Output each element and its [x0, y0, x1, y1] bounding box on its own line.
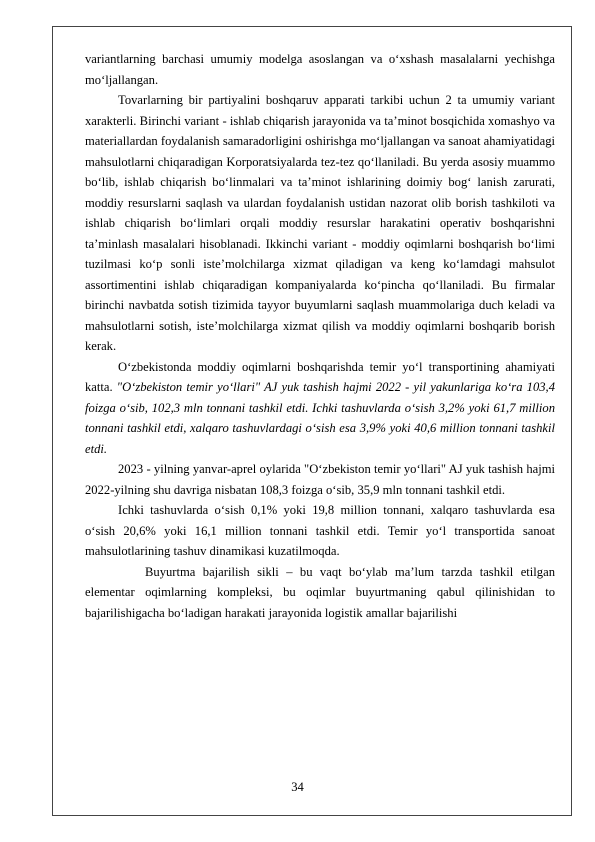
- page-body: [85, 49, 555, 623]
- paragraph-4: 2023 - yilning yanvar-aprel oylarida "O‘zbekiston temir yo‘llari" AJ yuk tashish hajmi 2022-yilning shu davriga nisbatan 108,3 foizga o‘sib, 35,9 mln tonnani tashkil etdi.: [85, 462, 555, 497]
- paragraph-3-text: O‘zbekistonda moddiy oqimlarni boshqarishda temir yo‘l transportining ahamiyati katta.: [85, 359, 555, 394]
- paragraph-2: Tovarlarning bir partiyalini boshqaruv apparati tarkibi uchun 2 ta umumiy variant xarakterli. Birinchi variant - ishlab chiqarish jarayonida va ta’minot bosqichida xomashyo va materiallardan foydalanish samaradorligini oshirishga mo‘ljallangan va sanoat ahamiyatidagi mahsulotlarni chiqaradigan Korporatsiyalarda tez-tez qo‘llaniladi. Bu yerda asosiy muammo bo‘lib, ishlab chiqarish bo‘linmalari va ta’minot ishlarining doimiy bog‘ lanish zarurati, moddiy resurslarni saqlash va ulardan foydalanish ustidan nazorat olib borish tashkiloti va ishlab chiqarish bo‘limlari orqali moddiy resurslar harakatini operativ boshqarishni ta’minlash masalalari hisoblanadi. Ikkinchi variant - moddiy oqimlarni boshqarish bo‘limi tuzilmasi ko‘p sonli iste’molchilarga xizmat qiladigan va keng ko‘lamdagi mahsulot assortimentini ishlab chiqaradigan kompaniyalarda ko‘pincha qo‘llaniladi. Bu firmalar birinchi navbatda sotish tizimida tayyor buyumlarni saqlash muammolariga duch keladi va mahsulotlarni sotish, iste’molchilarga xizmat qilish va moddiy oqimlarni boshqarib borish kerak.: [85, 93, 555, 353]
- paragraph-3-italic: "O‘zbekiston temir yo‘llari" AJ yuk tashish hajmi 2022 - yil yakunlariga ko‘ra 103,4 foizga o‘sib, 102,3 mln tonnani tashkil etdi. Ichki tashuvlarda o‘sish 3,2% yoki 61,7 million tonnani tashkil etdi, xalqaro tashuvlardagi o‘sish esa 3,9% yoki 40,6 million tonnani tashkil etdi.: [85, 380, 555, 456]
- paragraph-3: [85, 357, 555, 460]
- paragraph-1: variantlarning barchasi umumiy modelga asoslangan va o‘xshash masalalarni yechishga mo‘ljallangan.: [85, 52, 555, 87]
- paragraph-6: Buyurtma bajarilish sikli – bu vaqt bo‘ylab ma’lum tarzda tashkil etilgan elementar oqimlarning kompleksi, bu oqimlar buyurtmaning qabul qilinishidan to bajarilishigacha bo‘ladigan harakati jarayonida logistik amallar bajarilishi: [85, 564, 555, 620]
- paragraph-5: Ichki tashuvlarda o‘sish 0,1% yoki 19,8 million tonnani, xalqaro tashuvlarda esa o‘sish 20,6% yoki 16,1 million tonnani tashkil etdi. Temir yo‘l transportida sanoat mahsulotlarining tashuv dinamikasi kuzatilmoqda.: [85, 503, 555, 558]
- page-number: 34: [291, 780, 304, 794]
